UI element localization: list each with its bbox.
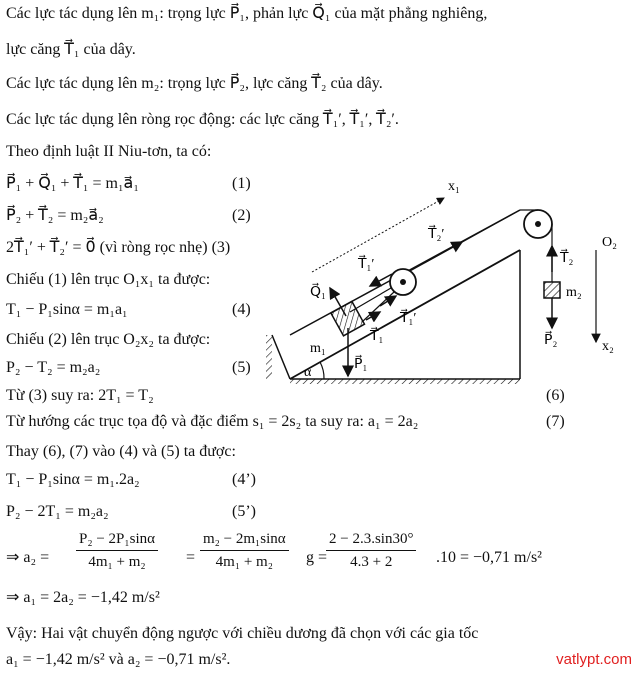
equation-5-prime: P₂ − 2T₁ = m₂a₂ <box>6 503 109 520</box>
fraction-2 <box>200 530 289 571</box>
label-p2: P⃗₂ <box>544 333 558 348</box>
rope-m1-to-pulley-a <box>362 292 394 322</box>
equation-tag-4-prime: (4’) <box>232 471 256 488</box>
final-eq-g: g = <box>306 549 328 566</box>
text-line-newton-law: Theo định luật II Niu-tơn, ta có: <box>6 143 212 160</box>
text-line-forces-m1: Các lực tác dụng lên m₁: trọng lực P⃗₁, phản lực Q⃗₁ của mặt phẳng nghiêng, <box>6 5 488 22</box>
equation-4-prime: T₁ − P₁sinα = m₁.2a₂ <box>6 471 140 488</box>
text-line-a1-result: ⇒ a₁ = 2a₂ = −1,42 m/s² <box>6 589 160 606</box>
watermark: vatlypt.com <box>556 651 632 668</box>
text-line-projection-1: Chiếu (1) lên trục O₁x₁ ta được: <box>6 271 211 288</box>
label-m1: m₁ <box>310 341 326 356</box>
fraction-3-numerator: 2 − 2.3.sin30° <box>326 530 416 551</box>
text-line-projection-2: Chiếu (2) lên trục O₂x₂ ta được: <box>6 331 211 348</box>
label-x1: x₁ <box>448 179 460 194</box>
equation-tag-6: (6) <box>546 387 565 404</box>
equation-2: P⃗₂ + T⃗₂ = m₂a⃗₂ <box>6 207 104 224</box>
movable-pulley-axle <box>400 279 406 285</box>
arrow-t2-prime <box>424 242 462 263</box>
text-line-tension-m1: lực căng T⃗₁ của dây. <box>6 41 136 58</box>
text-line-from-3: Từ (3) suy ra: 2T₁ = T₂ <box>6 387 154 404</box>
angle-alpha-arc <box>320 362 324 379</box>
label-q1: Q⃗₁ <box>310 285 326 300</box>
equation-3: 2T⃗₁′ + T⃗₂′ = 0⃗ (vì ròng rọc nhẹ) (3) <box>6 239 231 256</box>
label-t2-prime: T⃗₂′ <box>428 227 445 242</box>
equation-5: P₂ − T₂ = m₂a₂ <box>6 359 101 376</box>
incline-pulley-diagram <box>262 170 632 390</box>
block-m2 <box>544 282 560 298</box>
text-line-forces-pulley: Các lực tác dụng lên ròng rọc động: các lực căng T⃗₁′, T⃗₁′, T⃗₂′. <box>6 111 399 128</box>
fraction-3 <box>326 530 416 571</box>
fraction-1-denominator: 4m₁ + m₂ <box>88 554 146 570</box>
final-eq-prefix: ⇒ a₂ = <box>6 549 50 566</box>
wall-left <box>272 335 290 379</box>
text-line-axes-direction: Từ hướng các trục tọa độ và đặc điểm s₁ = 2s₂ ta suy ra: a₁ = 2a₂ <box>6 413 419 430</box>
label-alpha: α <box>304 365 312 380</box>
equation-tag-4: (4) <box>232 301 251 318</box>
fraction-1 <box>76 530 158 571</box>
text-line-forces-m2: Các lực tác dụng lên m₂: trọng lực P⃗₂, lực căng T⃗₂ của dây. <box>6 75 383 92</box>
fraction-3-denominator: 4.3 + 2 <box>350 554 393 570</box>
equation-tag-5: (5) <box>232 359 251 376</box>
axis-x1 <box>312 198 444 272</box>
label-t2: T⃗₂ <box>560 251 574 266</box>
equation-tag-2: (2) <box>232 207 251 224</box>
arrow-t1-prime-top <box>370 274 392 286</box>
label-o2: O₂ <box>602 235 617 250</box>
fraction-2-numerator: m₂ − 2m₁sinα <box>200 530 289 551</box>
label-t1-prime-top: T⃗₁′ <box>358 257 375 272</box>
equation-4: T₁ − P₁sinα = m₁a₁ <box>6 301 128 318</box>
left-wall-hatch <box>266 335 272 379</box>
equation-1: P⃗₁ + Q⃗₁ + T⃗₁ = m₁a⃗₁ <box>6 175 139 192</box>
label-t1: T⃗₁ <box>370 329 384 344</box>
equation-tag-1: (1) <box>232 175 251 192</box>
fixed-pulley-axle <box>535 221 541 227</box>
final-eq-sign: = <box>186 549 196 566</box>
label-x2: x₂ <box>602 339 614 354</box>
fraction-1-numerator: P₂ − 2P₁sinα <box>76 530 158 551</box>
text-line-conclusion: Vậy: Hai vật chuyển động ngược với chiều dương đã chọn với các gia tốc <box>6 625 479 642</box>
final-eq-tail: .10 = −0,71 m/s² <box>436 549 542 566</box>
label-m2: m₂ <box>566 285 582 300</box>
text-line-accelerations: a₁ = −1,42 m/s² và a₂ = −0,71 m/s². <box>6 651 231 668</box>
equation-tag-7: (7) <box>546 413 565 430</box>
label-t1-prime-low: T⃗₁′ <box>400 311 417 326</box>
label-p1: P⃗₁ <box>354 357 368 372</box>
text-line-substitute: Thay (6), (7) vào (4) và (5) ta được: <box>6 443 236 460</box>
fraction-2-denominator: 4m₁ + m₂ <box>215 554 273 570</box>
equation-tag-5-prime: (5’) <box>232 503 256 520</box>
